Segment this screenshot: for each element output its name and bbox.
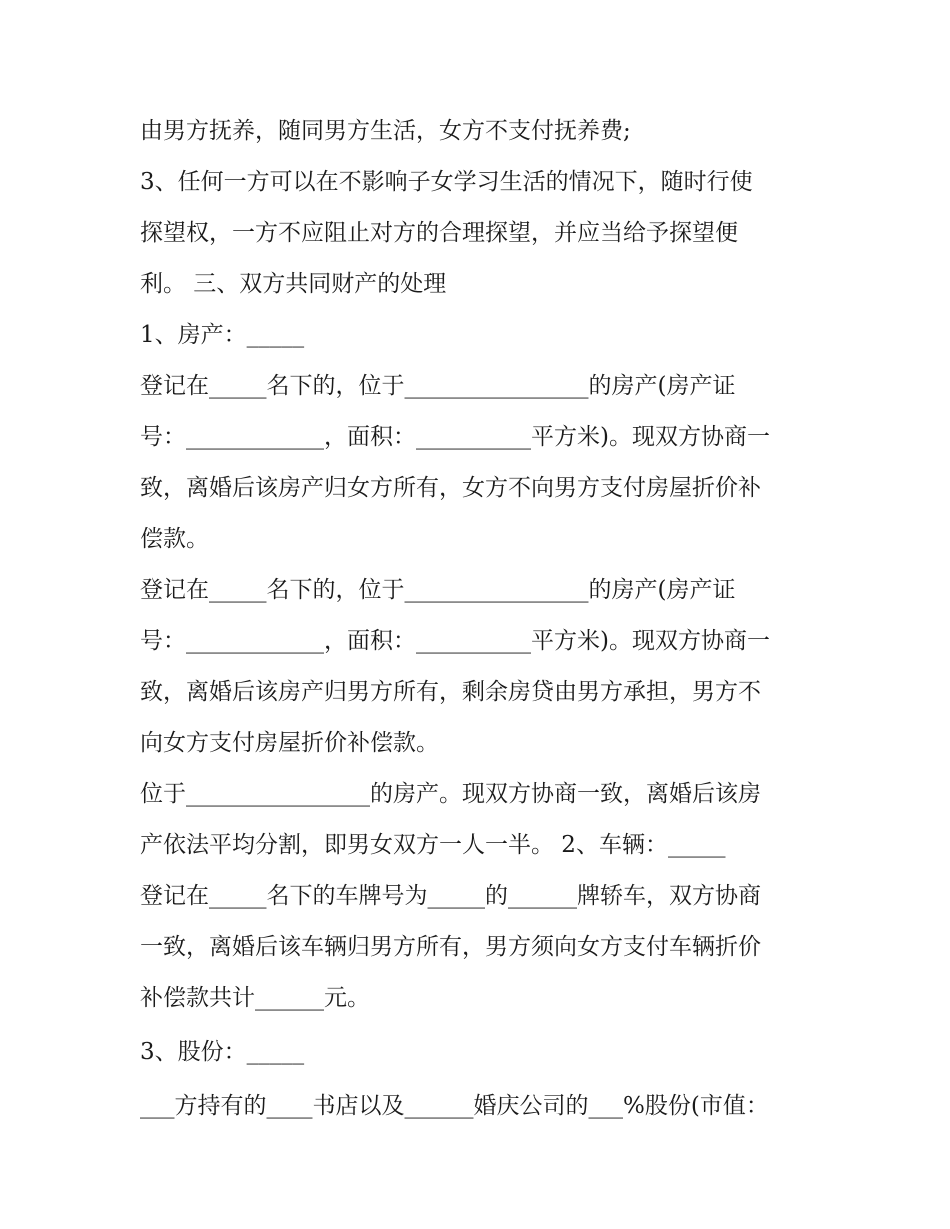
text-line: 偿款。 bbox=[140, 526, 209, 552]
section-heading-property: 1、房产：_____ bbox=[140, 322, 305, 348]
text-line: 登记在_____名下的，位于________________的房产(房产证 bbox=[140, 577, 736, 603]
text-line: 产依法平均分割，即男女双方一人一半。 2、车辆：_____ bbox=[140, 832, 726, 858]
text-line: 登记在_____名下的车牌号为_____的______牌轿车，双方协商 bbox=[140, 883, 761, 909]
document-body bbox=[140, 106, 820, 1132]
text-line: 探望权，一方不应阻止对方的合理探望，并应当给予探望便 bbox=[140, 220, 738, 246]
text-line: 号：____________，面积：__________平方米)。现双方协商一 bbox=[140, 628, 770, 654]
text-line: 致，离婚后该房产归女方所有，女方不向男方支付房屋折价补 bbox=[140, 475, 761, 501]
text-line: 向女方支付房屋折价补偿款。 bbox=[140, 730, 439, 756]
text-line: ___方持有的____书店以及______婚庆公司的___%股份(市值： bbox=[140, 1093, 769, 1119]
text-line: 位于________________的房产。现双方协商一致，离婚后该房 bbox=[140, 781, 761, 807]
text-line: 利。 三、双方共同财产的处理 bbox=[140, 271, 447, 297]
text-line: 由男方抚养，随同男方生活，女方不支付抚养费; bbox=[140, 118, 631, 144]
text-line: 3、任何一方可以在不影响子女学习生活的情况下，随时行使 bbox=[140, 169, 753, 195]
text-line: 补偿款共计______元。 bbox=[140, 985, 370, 1011]
section-heading-shares: 3、股份：_____ bbox=[140, 1039, 305, 1065]
text-line: 号：____________，面积：__________平方米)。现双方协商一 bbox=[140, 424, 770, 450]
text-line: 致，离婚后该房产归男方所有，剩余房贷由男方承担，男方不 bbox=[140, 679, 761, 705]
text-line: 一致，离婚后该车辆归男方所有，男方须向女方支付车辆折价 bbox=[140, 934, 761, 960]
text-line: 登记在_____名下的，位于________________的房产(房产证 bbox=[140, 373, 736, 399]
